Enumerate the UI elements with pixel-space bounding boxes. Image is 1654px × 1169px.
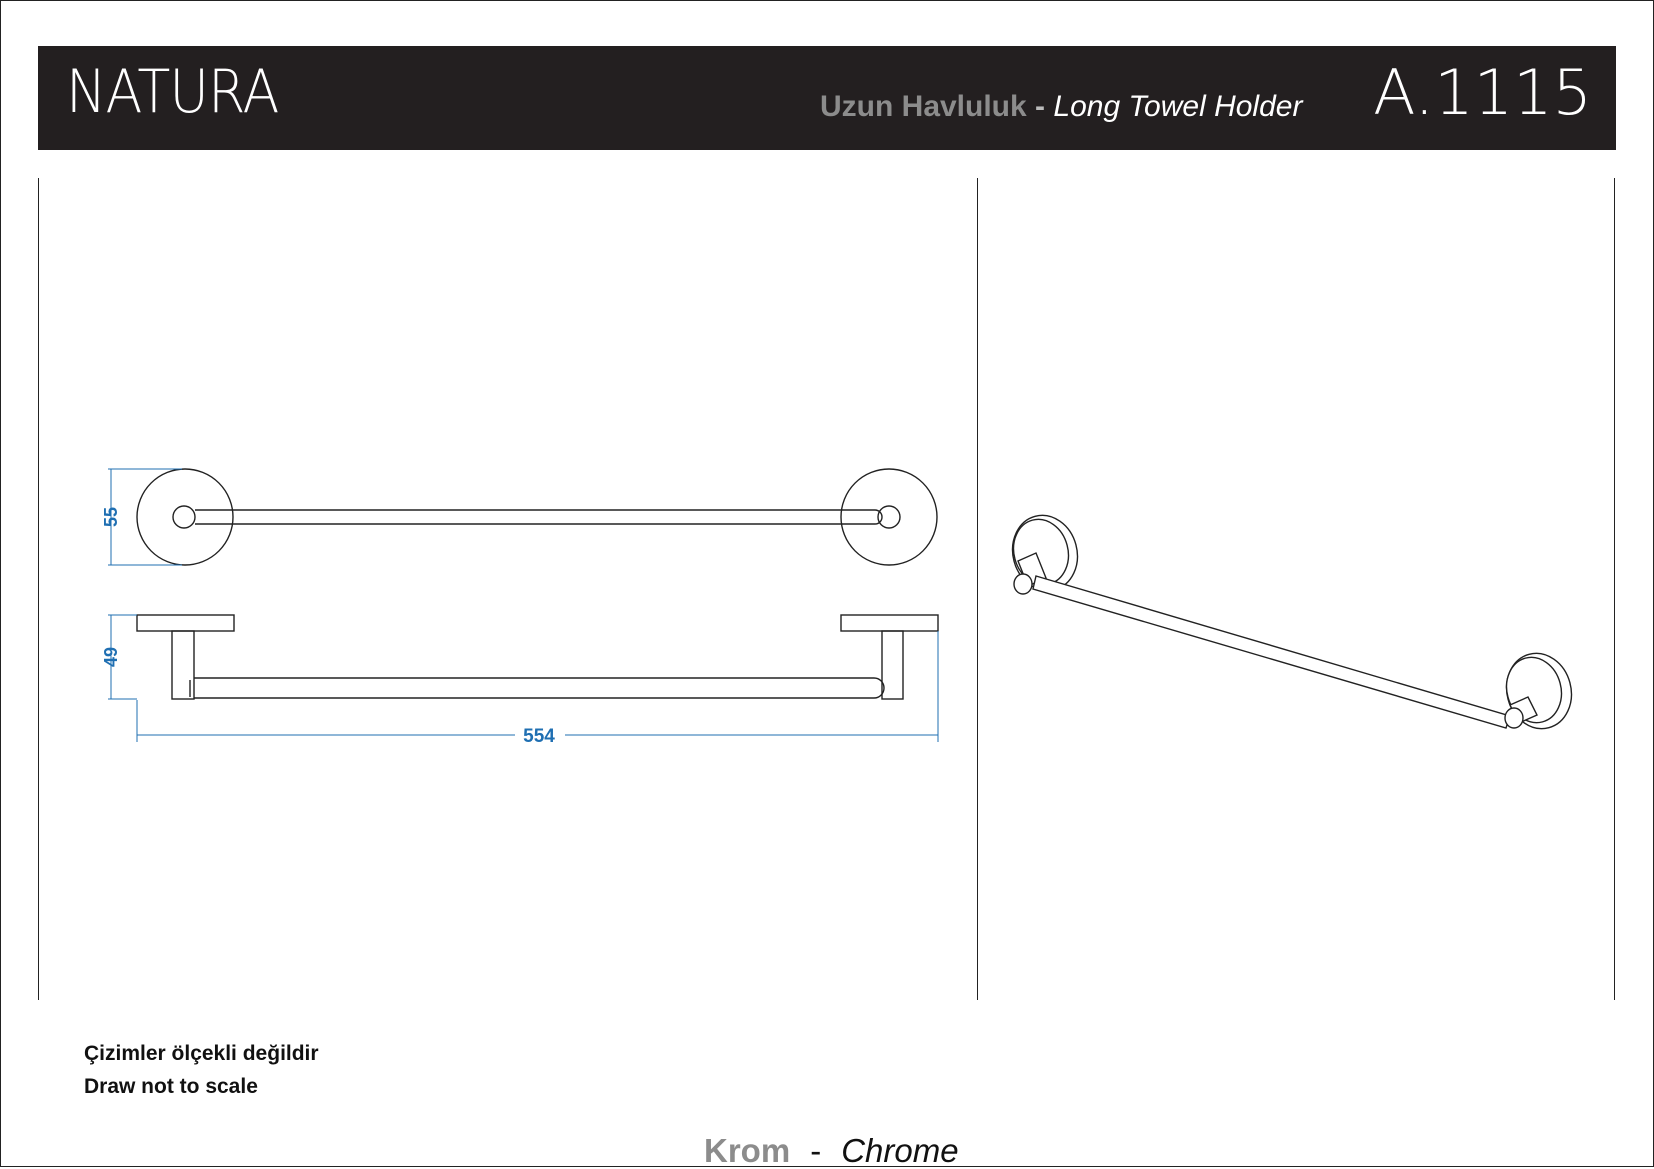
finish-turkish: Krom	[704, 1132, 791, 1169]
dimension-height-label: 55	[101, 506, 121, 528]
title-english: Long Towel Holder	[1053, 90, 1303, 123]
left-rosette-front	[137, 469, 233, 565]
left-post-front	[173, 506, 195, 528]
bar-3d	[1033, 576, 1510, 728]
title-turkish: Uzun Havluluk	[820, 90, 1027, 123]
scale-note-turkish: Çizimler ölçekli değildir	[84, 1042, 319, 1065]
right-base-top	[841, 615, 938, 631]
dimension-length-label: 554	[523, 726, 555, 747]
scale-note-english: Draw not to scale	[84, 1075, 258, 1098]
finish-label	[704, 1134, 959, 1167]
left-base-top	[137, 615, 234, 631]
finish-separator: -	[810, 1132, 822, 1169]
product-code: A.1115	[1373, 56, 1592, 129]
title-separator: -	[1035, 90, 1046, 123]
right-post-top	[882, 631, 903, 699]
bar-front	[195, 510, 882, 524]
brand-logo: NATURA	[66, 57, 279, 127]
front-view	[137, 469, 937, 565]
perspective-view	[1004, 508, 1579, 736]
dimension-depth-label: 49	[101, 646, 121, 668]
finish-english: Chrome	[841, 1132, 959, 1169]
top-view	[137, 615, 938, 699]
right-rosette-front	[841, 469, 937, 565]
bar-top	[194, 678, 884, 698]
